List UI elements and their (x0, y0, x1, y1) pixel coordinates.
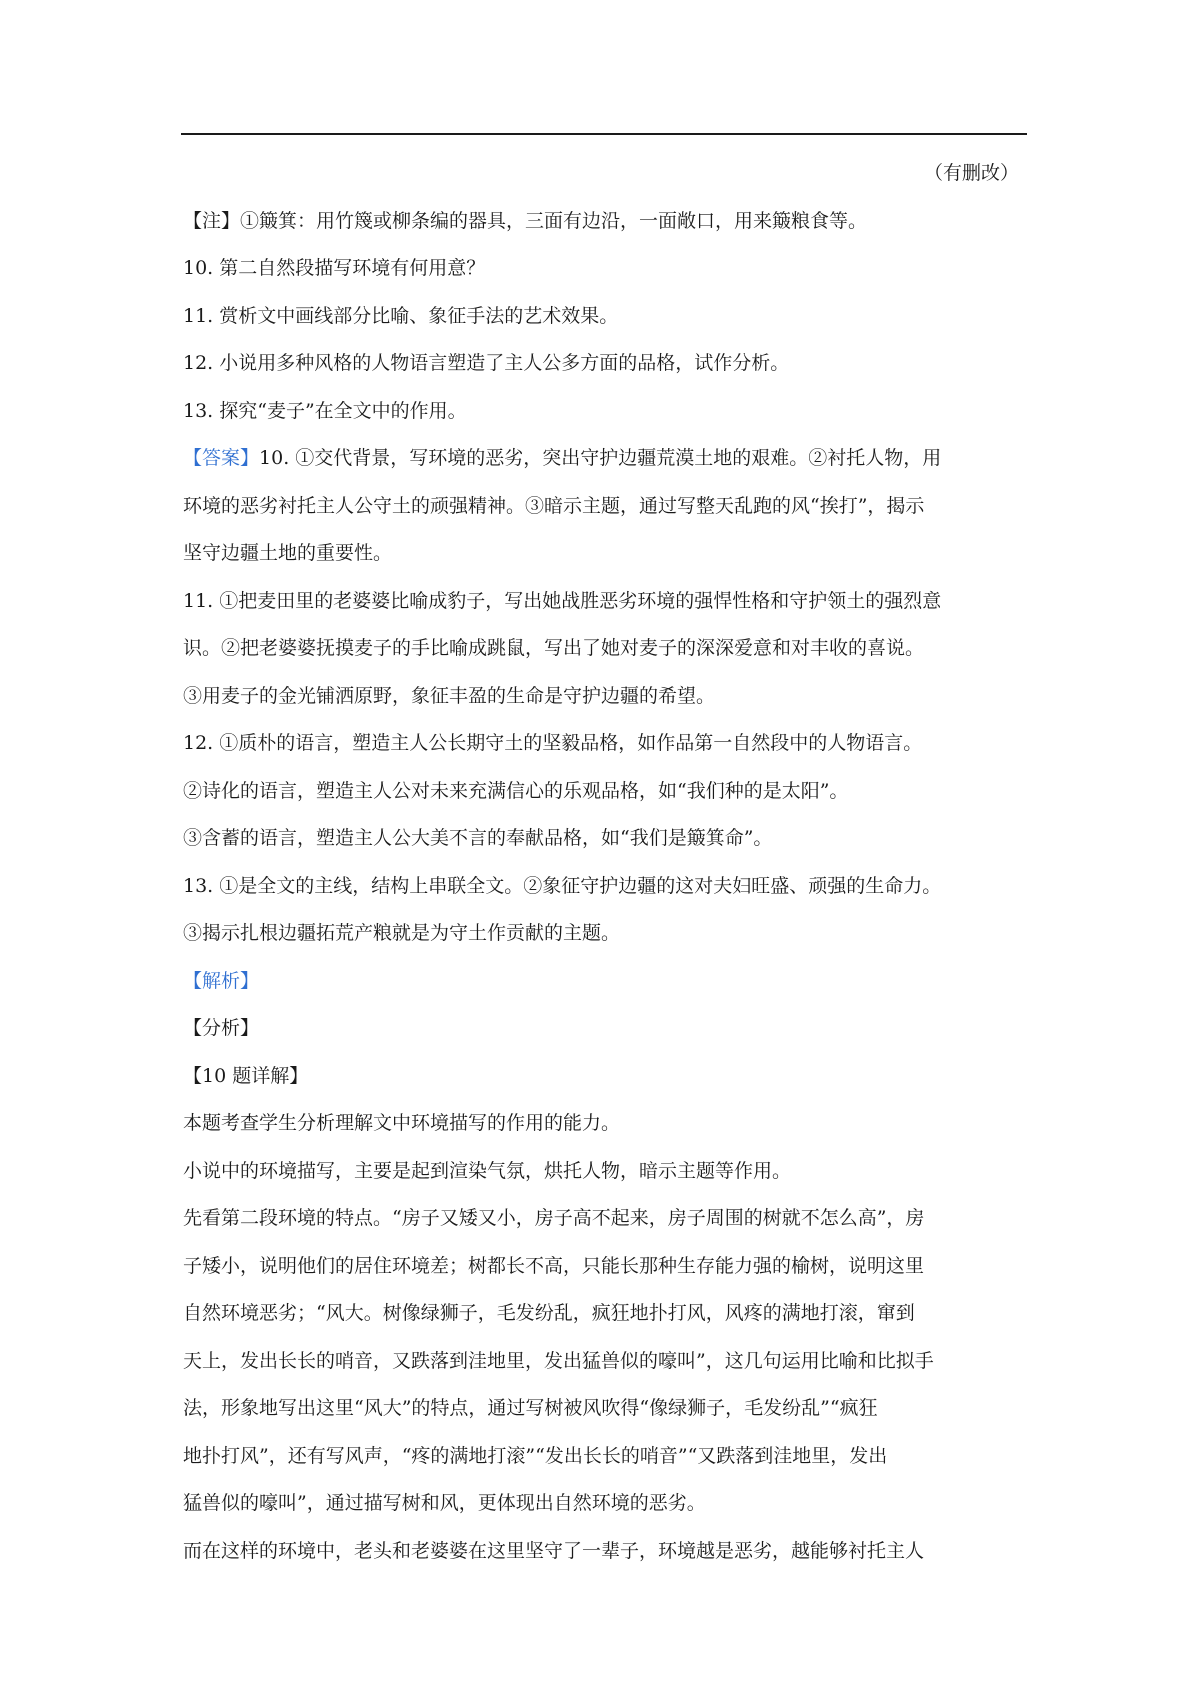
answer-line: ③用麦子的金光铺洒原野，象征丰盈的生命是守护边疆的希望。 (183, 684, 716, 707)
analysis-line: 猛兽似的嚎叫”，通过描写树和风，更体现出自然环境的恶劣。 (183, 1492, 706, 1514)
answer-label: 【答案】 (183, 447, 260, 469)
analysis-line: 【分析】 (183, 1017, 260, 1039)
answer-line: 坚守边疆土地的重要性。 (183, 542, 393, 564)
analysis-line: 天上，发出长长的哨音，又跌落到洼地里，发出猛兽似的嚎叫”，这几句运用比喻和比拟手 (183, 1349, 934, 1372)
answer-line (183, 435, 1029, 483)
annotation-note: 【注】①簸箕：用竹篾或柳条编的器具，三面有边沿，一面敞口，用来簸粮食等。 (183, 209, 868, 232)
question-10: 10. 第二自然段描写环境有何用意？ (183, 257, 486, 279)
answer-line: 13. ①是全文的主线，结构上串联全文。②象征守护边疆的这对夫妇旺盛、顽强的生命力。 (183, 874, 942, 897)
analysis-line: 子矮小，说明他们的居住环境差；树都长不高，只能长那种生存能力强的榆树，说明这里 (183, 1254, 925, 1277)
analysis-line: 而在这样的环境中，老头和老婆婆在这里坚守了一辈子，环境越是恶劣，越能够衬托主人 (183, 1539, 925, 1562)
analysis-line: 自然环境恶劣；“风大。树像绿狮子，毛发纷乱，疯狂地扑打风，风疼的满地打滚，窜到 (183, 1302, 915, 1324)
answer-line: ③揭示扎根边疆拓荒产粮就是为守土作贡献的主题。 (183, 922, 621, 944)
answer-line: 12. ①质朴的语言，塑造主人公长期守土的坚毅品格，如作品第一自然段中的人物语言。 (183, 732, 923, 754)
answer-line: ②诗化的语言，塑造主人公对未来充满信心的乐观品格，如“我们种的是太阳”。 (183, 779, 849, 802)
question-13: 13. 探究“麦子”在全文中的作用。 (183, 399, 467, 422)
question-11: 11. 赏析文中画线部分比喻、象征手法的艺术效果。 (183, 304, 619, 327)
answer-line: 环境的恶劣衬托主人公守土的顽强精神。③暗示主题，通过写整天乱跑的风“挨打”，揭示 (183, 494, 925, 517)
analysis-line: 地扑打风”，还有写风声，“疼的满地打滚”“发出长长的哨音”“又跌落到洼地里，发出 (183, 1444, 888, 1467)
answer-line: ③含蓄的语言，塑造主人公大美不言的奉献品格，如“我们是簸箕命”。 (183, 827, 773, 849)
analysis-label: 【解析】 (183, 969, 260, 992)
source-note: （有删改） (923, 162, 1019, 184)
analysis-line: 法，形象地写出这里“风大”的特点，通过写树被风吹得“像绿狮子，毛发纷乱”“疯狂 (183, 1397, 878, 1419)
analysis-line: 小说中的环境描写，主要是起到渲染气氛，烘托人物，暗示主题等作用。 (183, 1159, 792, 1182)
answer-text: 10. ①交代背景，写环境的恶劣，突出守护边疆荒漠土地的艰难。②衬托人物，用 (259, 447, 942, 469)
analysis-line: 本题考查学生分析理解文中环境描写的作用的能力。 (183, 1112, 621, 1134)
answer-line: 11. ①把麦田里的老婆婆比喻成豹子，写出她战胜恶劣环境的强悍性格和守护领土的强烈意 (183, 589, 942, 612)
answer-line: 识。②把老婆婆抚摸麦子的手比喻成跳鼠，写出了她对麦子的深深爱意和对丰收的喜说。 (183, 637, 925, 659)
analysis-line: 【10 题详解】 (183, 1064, 309, 1087)
document-body (183, 150, 1029, 1575)
analysis-line: 先看第二段环境的特点。“房子又矮又小，房子高不起来，房子周围的树就不怎么高”，房 (183, 1207, 925, 1229)
question-12: 12. 小说用多种风格的人物语言塑造了主人公多方面的品格，试作分析。 (183, 352, 790, 374)
top-rule (181, 133, 1027, 135)
